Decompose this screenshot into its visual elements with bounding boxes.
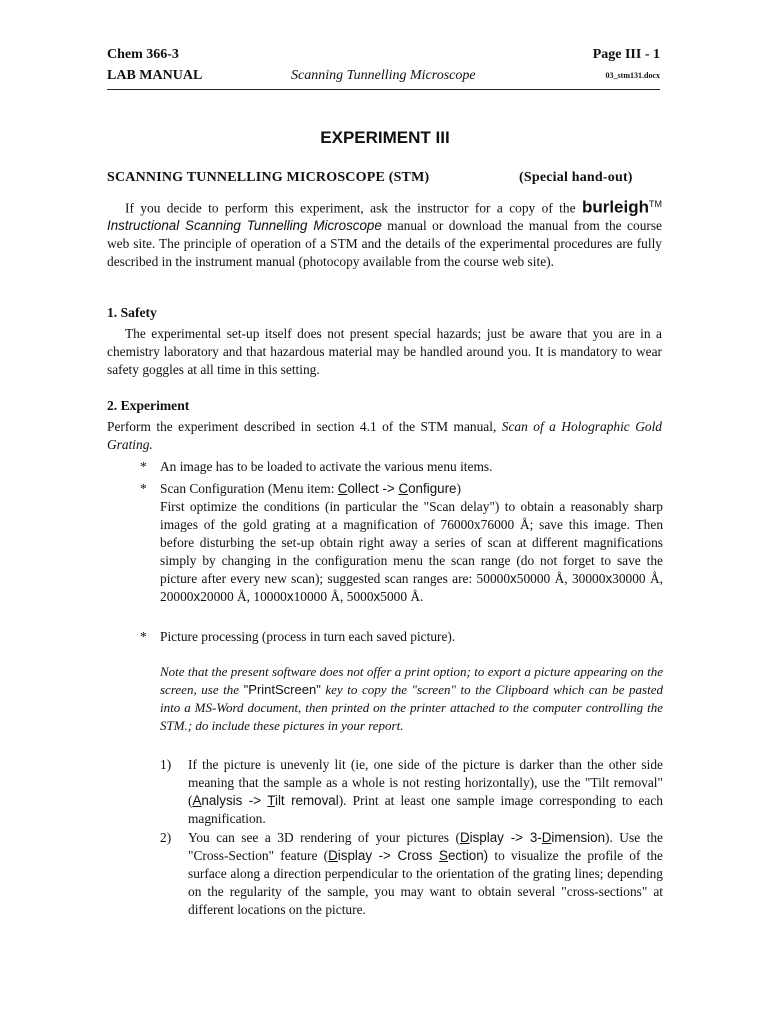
intro-text-b: manual or download the manual from the course web site. The principle of operation of a STM and the details of the experimental procedures are fully described in the instrument manual (photocopy available from the course web site). (107, 218, 663, 270)
step-number: 1) (160, 757, 172, 772)
step1-text-b: ). Print at least one sample image corresponding to each magnification. (188, 793, 663, 826)
manual-title: Instructional Scanning Tunnelling Microscope (107, 218, 382, 234)
experiment-paragraph (107, 418, 662, 454)
menu-tilt-removal: ilt removal (274, 793, 339, 808)
burleigh-brand: burleigh (581, 197, 649, 217)
menu-section-key: S (439, 848, 448, 863)
step2-text-a: You can see a 3D rendering of your pictures ( (188, 830, 460, 845)
safety-paragraph: The experimental set-up itself does not present special hazards; just be aware that you are in a chemistry laboratory and that hazardous material may be handled around you. It is mandatory to wear safety goggles at all time in this setting. (107, 326, 662, 377)
subtitle-right: (Special hand-out) (519, 170, 633, 185)
menu-cross: isplay -> Cross (337, 848, 440, 863)
experiment-text: Perform the experiment described in section 4.1 of the STM manual, (107, 419, 502, 434)
intro-paragraph (107, 195, 662, 271)
printscreen-note (160, 663, 663, 735)
header-row-2 (107, 68, 660, 90)
step2-text-b: ). Use the "Cross-Section" feature ( (188, 830, 663, 863)
menu-tilt-key: T (267, 793, 275, 808)
bullet-star: * (140, 459, 147, 474)
bullet-text (160, 480, 663, 606)
bullet-star: * (140, 629, 147, 644)
list-item (140, 458, 663, 476)
scan-config-body-a: First optimize the conditions (in particular the "Scan delay") to obtain a reasonably sharp images of the gold grating at a magnification of (160, 499, 663, 532)
lab-manual-label: LAB MANUAL (107, 68, 203, 83)
menu-collect-key: C (337, 481, 348, 496)
times-sign: x (605, 571, 613, 586)
scan-config-lead-end: ) (456, 481, 461, 496)
step2-text-c: to visualize the profile of the surface along a direction perpendicular to the orientation of the grating lines; depending on the regularity of the sample, you may want to obtain several "cross-sections" at different locations on the picture. (188, 848, 663, 917)
bullet-text: Picture processing (process in turn each saved picture). (160, 629, 456, 644)
times-sign: x (510, 571, 517, 586)
times-sign: x (373, 589, 381, 604)
menu-collect: ollect -> (347, 481, 399, 496)
intro-text-a: If you decide to perform this experiment, ask the instructor for a copy of the (125, 200, 576, 216)
page-number: Page III - 1 (592, 47, 660, 62)
menu-analysis-key: A (192, 793, 202, 808)
page-title: EXPERIMENT III (320, 128, 450, 147)
section-subtitle (107, 170, 660, 186)
menu-display-key-2: D (328, 848, 338, 863)
menu-configure-key: C (398, 481, 409, 496)
scan-config-body-e: 20000 Å, 10000 (200, 589, 287, 604)
step-text (188, 756, 663, 828)
list-item (160, 829, 663, 919)
note-text-b: key to copy the "screen" to the Clipboard which can be pasted into a MS-Word document, then printed on the printer attached to the computer controlling the STM.; do include these pictures in your report. (160, 682, 663, 733)
experiment-heading: 2. Experiment (107, 398, 190, 413)
step-text (188, 829, 663, 919)
note-text-a: Note that the present software does not offer a print option; to export a picture appearing on the screen, use the (160, 664, 663, 697)
bullet-text: An image has to be loaded to activate the various menu items. (160, 459, 493, 474)
menu-dimension-key: D (541, 830, 552, 845)
times-sign: x (286, 589, 294, 604)
times-sign: x (193, 589, 201, 604)
menu-section: ection) (447, 848, 489, 863)
scan-config-body-f: 10000 Å, 5000 (293, 589, 374, 604)
list-item (140, 480, 663, 606)
safety-heading: 1. Safety (107, 305, 157, 320)
scan-config-body-c: 50000 Å, 30000 (516, 571, 606, 586)
trademark: TM (649, 199, 662, 209)
scan-config-lead: Scan Configuration (Menu item: (160, 481, 338, 496)
course-code: Chem 366-3 (107, 47, 179, 62)
file-name: 03_stm131.docx (605, 71, 660, 80)
step-number: 2) (160, 830, 172, 845)
step1-text-a: If the picture is unevenly lit (ie, one side of the picture is darker than the other side meaning that the sample as a whole is not resting horizontally), use the "Tilt removal" ( (188, 757, 663, 808)
menu-3d: imension (551, 830, 606, 845)
magnification-value: 76000x76000 (440, 517, 515, 532)
menu-configure: onfigure (408, 481, 457, 496)
menu-analysis: nalysis -> (201, 793, 268, 808)
scan-config-body-g: 5000 Å. (380, 589, 424, 604)
experiment-reference: Scan of a Holographic Gold Grating. (107, 419, 662, 452)
list-item (140, 628, 663, 646)
list-item (160, 756, 663, 828)
bullet-star: * (140, 481, 147, 496)
subtitle-left: SCANNING TUNNELLING MICROSCOPE (STM) (107, 170, 430, 185)
header-subject: Scanning Tunnelling Microscope (291, 68, 476, 83)
scan-config-body-b: Å; save this image. Then before disturbing the set-up obtain right away a series of scan at different magnifications simply by changing in the configuration menu the scan range (do not forget to save the picture after every new scan); suggested scan ranges are: 50000 (160, 517, 664, 586)
printscreen-key: "PrintScreen" (243, 682, 321, 697)
menu-display: isplay -> 3- (469, 830, 542, 845)
menu-display-key: D (459, 830, 470, 845)
scan-config-body-d: 30000 Å, 20000 (160, 571, 663, 604)
